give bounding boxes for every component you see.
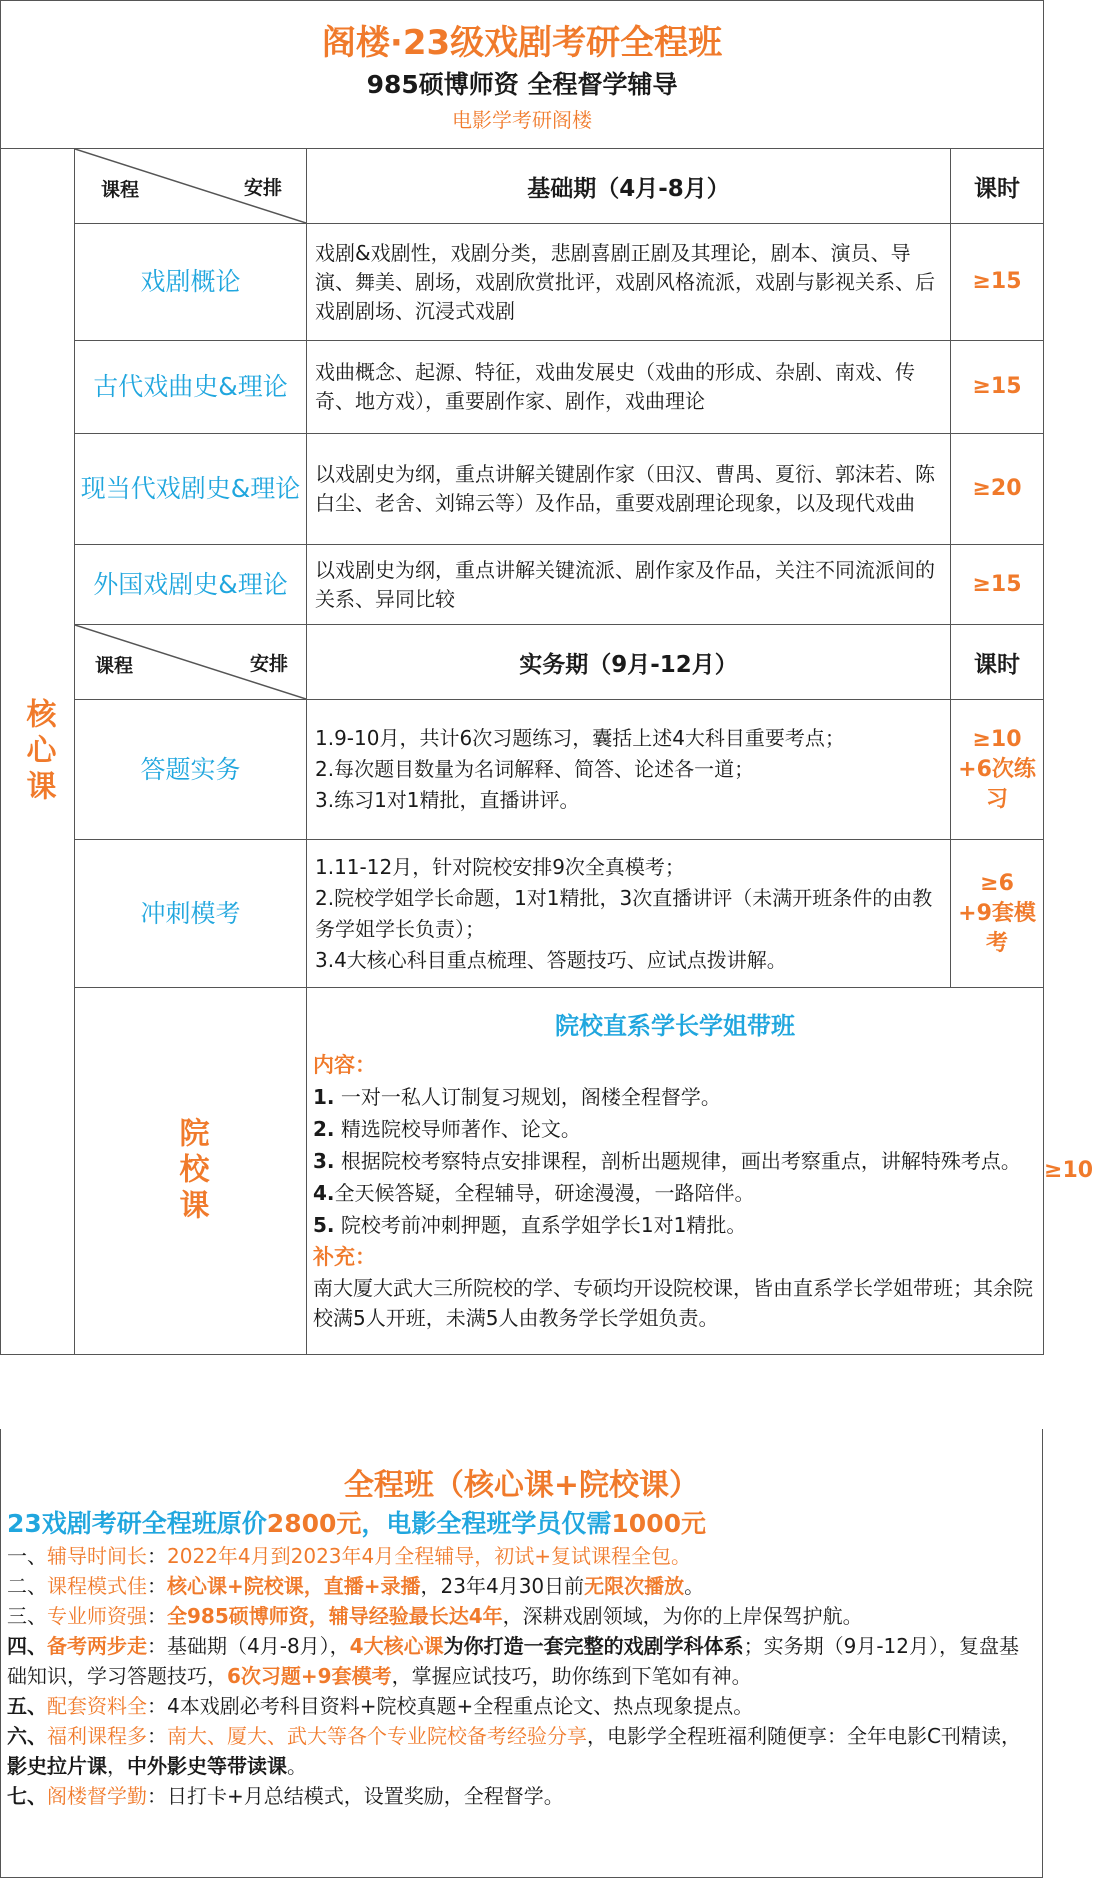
offer-segment: 阁楼督学勤 (47, 1784, 147, 1808)
offer-line (1, 1691, 1042, 1721)
course-desc: 以戏剧史为纲，重点讲解关键剧作家（田汉、曹禺、夏衍、郭沫若、陈白尘、老舍、刘锦云等）及作品，重要戏剧理论现象，以及现代戏曲 (307, 434, 951, 545)
offer-segment: ，23年4月30日前 (420, 1574, 585, 1598)
course-label: 课程 (95, 655, 134, 677)
basic-period-header: 基础期（4月-8月） (307, 149, 951, 224)
diag-header-practice (75, 625, 307, 700)
offer-line (1, 1571, 1042, 1601)
course-label: 课程 (101, 179, 140, 201)
offer-segment: 五、 (7, 1694, 47, 1718)
course-name: 答题实务 (75, 700, 307, 840)
offer-list (1, 1541, 1042, 1811)
school-content (307, 988, 1044, 1355)
school-title: 院校直系学长学姐带班 (555, 1012, 796, 1040)
offer-segment: 备考两步走 (47, 1634, 147, 1658)
course-name: 戏剧概论 (75, 224, 307, 341)
desc-line: 3.练习1对1精批，直播讲评。 (315, 788, 580, 812)
offer-segment: 七、 (7, 1784, 47, 1808)
offer-segment: ，深耕戏剧领域，为你的上岸保驾护航。 (502, 1604, 863, 1628)
page-tagline: 电影学考研阁楼 (452, 107, 593, 132)
course-name: 外国戏剧史&理论 (75, 545, 307, 625)
offer-segment: 四、 (7, 1634, 47, 1658)
offer-segment: 全985硕博师资，辅导经验最长达4年 (167, 1604, 503, 1628)
offer-segment: ：4本戏剧必考科目资料+院校真题+全程重点论文、热点现象提点。 (147, 1694, 754, 1718)
core-side-text: 核心课 (20, 697, 56, 806)
offer-segment: ， (107, 1754, 127, 1778)
offer-segment: ： (147, 1544, 167, 1568)
offer-segment: ： (147, 1574, 167, 1598)
course-desc: 戏曲概念、起源、特征，戏曲发展史（戏曲的形成、杂剧、南戏、传奇、地方戏），重要剧作家、剧作，戏曲理论 (307, 341, 951, 434)
header (1, 1, 1044, 149)
desc-line: 3.4大核心科目重点梳理、答题技巧、应试点拨讲解。 (315, 947, 787, 972)
offer-segment: 专业师资强 (47, 1604, 147, 1628)
desc-line: 2.院校学姐学长命题，1对1精批，3次直播讲评（未满开班条件的由教务学姐学长负责）； (315, 885, 933, 941)
supplement-text: 南大厦大武大三所院校的学、专硕均开设院校课，皆由直系学长学姐带班；其余院校满5人开班，未满5人由教务学长学姐负责。 (313, 1276, 1033, 1330)
offer-segment: 4大核心课 (349, 1634, 444, 1658)
course-hours: ≥15 (951, 224, 1044, 341)
course-hours: ≥10 +6次练 习 (951, 700, 1044, 840)
offer-segment: 影史拉片课 (7, 1754, 107, 1778)
price-line: 23戏剧考研全程班原价2800元，电影全程班学员仅需1000元 (7, 1509, 706, 1538)
offer-segment: 南大、厦大、武大等各个专业院校备考经验分享 (167, 1724, 587, 1748)
offer-segment: 中外影史等带读课 (127, 1754, 287, 1778)
offer-segment: 。 (684, 1574, 705, 1598)
desc-line: 1.11-12月，针对院校安排9次全真模考； (315, 854, 685, 879)
list-item: 1. 一对一私人订制复习规划，阁楼全程督学。 (313, 1085, 721, 1109)
offer-segment: 为你打造一套完整的戏剧学科体系 (443, 1634, 744, 1658)
practice-period-header: 实务期（9月-12月） (307, 625, 951, 700)
arrange-label: 安排 (243, 177, 282, 199)
offer-segment: 一、 (7, 1544, 47, 1568)
page-subtitle: 985硕博师资 全程督学辅导 (366, 69, 678, 99)
offer-segment: 辅导时间长 (47, 1544, 147, 1568)
course-hours: ≥15 (951, 545, 1044, 625)
offer-segment: 福利课程多 (47, 1724, 147, 1748)
offer-segment: 课程模式佳 (47, 1574, 147, 1598)
school-side-label (75, 988, 307, 1355)
offer-section (0, 1429, 1043, 1878)
course-name: 现当代戏剧史&理论 (75, 434, 307, 545)
offer-segment: 配套资料全 (47, 1694, 147, 1718)
offer-segment: ，掌握应试技巧，助你练到下笔如有神。 (391, 1664, 752, 1688)
offer-segment: ：基础期（4月-8月）， (147, 1634, 350, 1658)
offer-segment: 六、 (7, 1724, 47, 1748)
offer-segment: 6次习题+9套模考 (227, 1664, 392, 1688)
offer-segment: ；实务期（9月-12月），复盘基础知识，学习答题技巧， (7, 1634, 1019, 1688)
course-desc (307, 700, 951, 840)
offer-segment: 无限次播放 (584, 1574, 685, 1598)
desc-line: 1.9-10月，共计6次习题练习，囊括上述4大科目重要考点； (315, 726, 845, 750)
offer-segment: ： (147, 1604, 167, 1628)
course-hours: ≥20 (951, 434, 1044, 545)
offer-line (1, 1601, 1042, 1631)
hours-header: 课时 (951, 625, 1044, 700)
offer-segment: ： (147, 1724, 167, 1748)
list-item: 5. 院校考前冲刺押题，直系学姐学长1对1精批。 (313, 1213, 747, 1237)
course-desc: 以戏剧史为纲，重点讲解关键流派、剧作家及作品，关注不同流派间的关系、异同比较 (307, 545, 951, 625)
list-item: 2. 精选院校导师著作、论文。 (313, 1117, 581, 1141)
course-desc: 戏剧&戏剧性，戏剧分类，悲剧喜剧正剧及其理论，剧本、演员、导演、舞美、剧场，戏剧欣赏批评，戏剧风格流派，戏剧与影视关系、后戏剧剧场、沉浸式戏剧 (307, 224, 951, 341)
offer-line (1, 1721, 1042, 1781)
offer-segment: 2022年4月到2023年4月全程辅导，初试+复试课程全包。 (167, 1544, 692, 1568)
school-side-text: 院校课 (173, 1117, 209, 1225)
course-desc (307, 840, 951, 988)
hours-header: 课时 (951, 149, 1044, 224)
course-name: 古代戏曲史&理论 (75, 341, 307, 434)
offer-line (1, 1781, 1042, 1811)
content-label: 内容： (313, 1053, 376, 1077)
offer-segment: 三、 (7, 1604, 47, 1628)
desc-line: 2.每次题目数量为名词解释、简答、论述各一道； (315, 757, 755, 781)
offer-segment: ：日打卡+月总结模式，设置奖励，全程督学。 (147, 1784, 564, 1808)
list-item: 3. 根据院校考察特点安排课程，剖析出题规律，画出考察重点，讲解特殊考点。 (313, 1149, 1021, 1173)
supplement-label: 补充： (313, 1245, 376, 1269)
list-item: 4.全天候答疑，全程辅导，研途漫漫，一路陪伴。 (313, 1181, 755, 1205)
course-hours: ≥15 (951, 341, 1044, 434)
offer-segment: 。 (287, 1754, 307, 1778)
arrange-label: 安排 (249, 653, 288, 675)
course-name: 冲刺模考 (75, 840, 307, 988)
offer-segment: 核心课+院校课，直播+录播 (167, 1574, 421, 1598)
offer-line (1, 1541, 1042, 1571)
offer-line (1, 1631, 1042, 1691)
core-side-label (1, 149, 75, 1355)
offer-segment: 二、 (7, 1574, 47, 1598)
course-table: 阁楼·23级戏剧考研全程班 985硕博师资 全程督学辅导 电影学考研阁楼 核心课 课程 安排 基础期（4月-8月） 课时 戏剧概论 戏剧&戏剧性，戏剧分类，悲剧喜剧正剧及其理论，剧本、演员、导演、舞美、剧场，戏剧欣赏批评，戏剧风格流派，戏剧与影视关系、后戏剧剧场、沉浸式戏剧 ≥15 古代戏曲史&理论 戏曲概念、起源、特征，戏曲发展史（戏曲的形成、杂剧、南戏、传奇、地方戏），重要剧作家、剧作，戏曲理论 ≥15 现当代戏剧史&理论 以戏剧史为纲，重点讲解关键剧作家（田汉、曹禺、夏衍、郭沫若、陈白尘、老舍、刘锦云等）及作品，重要戏剧理论现象，以及现代戏曲 ≥20 外国戏剧史&理论 以戏剧史为纲，重点讲解关键流派、剧作家及作品，关注不同流派间的关系、异同比较 ≥15 课程 安排 实务期（9月-12月） 课时 答题实务 1.9-10月，共计6次习题练习，囊括上述4大科目重要考点； 2.每次题目数量为名词解释、简答、论述各一道； 3.练习1对1精批，直播讲评。 ≥10 +6次练 习 冲刺模考 1.11-12月，针对院校安排9次全真模考； 2.院校学姐学长命题，1对1精批，3次直播讲评（未满开班条件的由教务学姐学长负责）； 3.4大核心科目重点梳理、答题技巧、应试点拨讲解。 ≥6 +9套模 考 院校课 院校直系学长学姐带班 内容： 1. 一对一私人订制复习规划，阁楼全程督学。 2. 精选院校导师著作、论文。 3. 根据院校考察特点安排课程，剖析出题规律，画出考察重点，讲解特殊考点。 4.全天候答疑，全程辅导，研途漫漫，一路陪伴。 5. 院校考前冲刺押题，直系学姐学长1对1精批。 补充： 南大厦大武大三所院校的学、专硕均开设院校课，皆由直系学长学姐带班；其余院校满5人开班，未满5人由教务学长学姐负责。 ≥10 (0, 0, 1044, 1355)
offer-title: 全程班（核心课+院校课） (343, 1468, 700, 1503)
course-hours: ≥6 +9套模 考 (951, 840, 1044, 988)
diag-header-basic (75, 149, 307, 224)
page-title: 阁楼·23级戏剧考研全程班 (321, 22, 723, 63)
offer-segment: ，电影学全程班福利随便享：全年电影C刊精读， (587, 1724, 1021, 1748)
